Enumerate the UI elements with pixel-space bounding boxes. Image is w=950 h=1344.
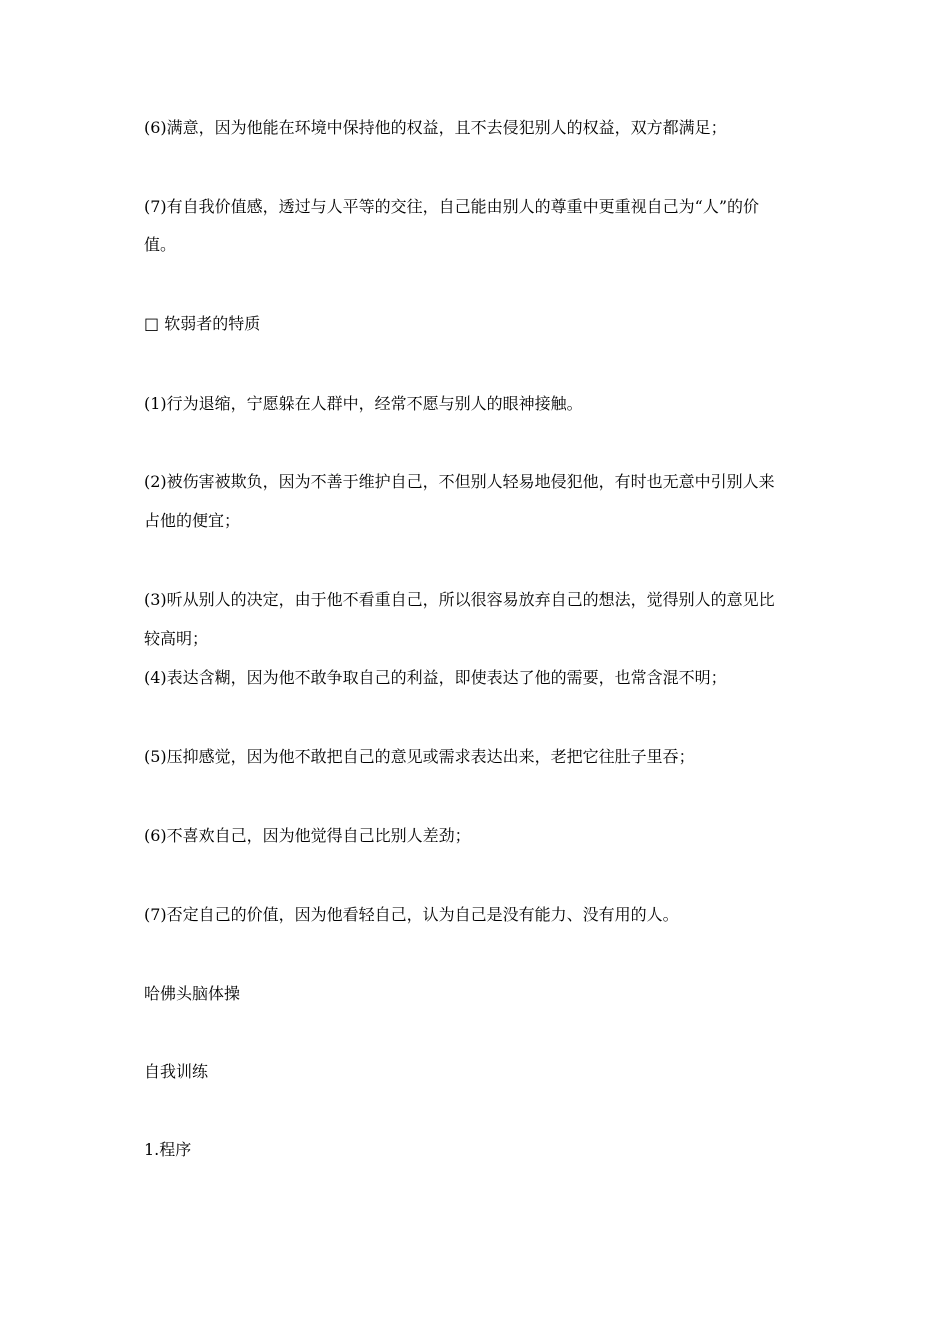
item-6-dislike-self: (6)不喜欢自己，因为他觉得自己比别人差劲； <box>144 826 471 845</box>
heading-harvard-brain: 哈佛头脑体操 <box>144 984 241 1003</box>
item-7-self-worth-line-1: (7)有自我价值感，透过与人平等的交往，自己能由别人的尊重中更重视自己为“人”的价 <box>144 197 760 216</box>
item-7-self-worth-line-2: 值。 <box>144 235 177 254</box>
item-2-hurt-line-2: 占他的便宜； <box>144 511 241 530</box>
section-heading-weak-traits: □ 软弱者的特质 <box>144 314 261 333</box>
item-2-hurt-line-1: (2)被伤害被欺负，因为不善于维护自己，不但别人轻易地侵犯他，有时也无意中引别人来 <box>144 472 775 491</box>
item-1-withdrawn: (1)行为退缩，宁愿躲在人群中，经常不愿与别人的眼神接触。 <box>144 394 583 413</box>
item-3-obey-line-2: 较高明； <box>144 629 209 648</box>
item-7-deny-worth: (7)否定自己的价值，因为他看轻自己，认为自己是没有能力、没有用的人。 <box>144 905 679 924</box>
item-6-satisfied: (6)满意，因为他能在环境中保持他的权益，且不去侵犯别人的权益，双方都满足； <box>144 118 727 137</box>
item-4-vague: (4)表达含糊，因为他不敢争取自己的利益，即使表达了他的需要，也常含混不明； <box>144 668 727 687</box>
item-3-obey-line-1: (3)听从别人的决定，由于他不看重自己，所以很容易放弃自己的想法，觉得别人的意见比 <box>144 590 775 609</box>
item-5-suppress: (5)压抑感觉，因为他不敢把自己的意见或需求表达出来，老把它往肚子里吞； <box>144 747 695 766</box>
heading-procedure: 1.程序 <box>144 1140 192 1159</box>
heading-self-training: 自我训练 <box>144 1062 209 1081</box>
